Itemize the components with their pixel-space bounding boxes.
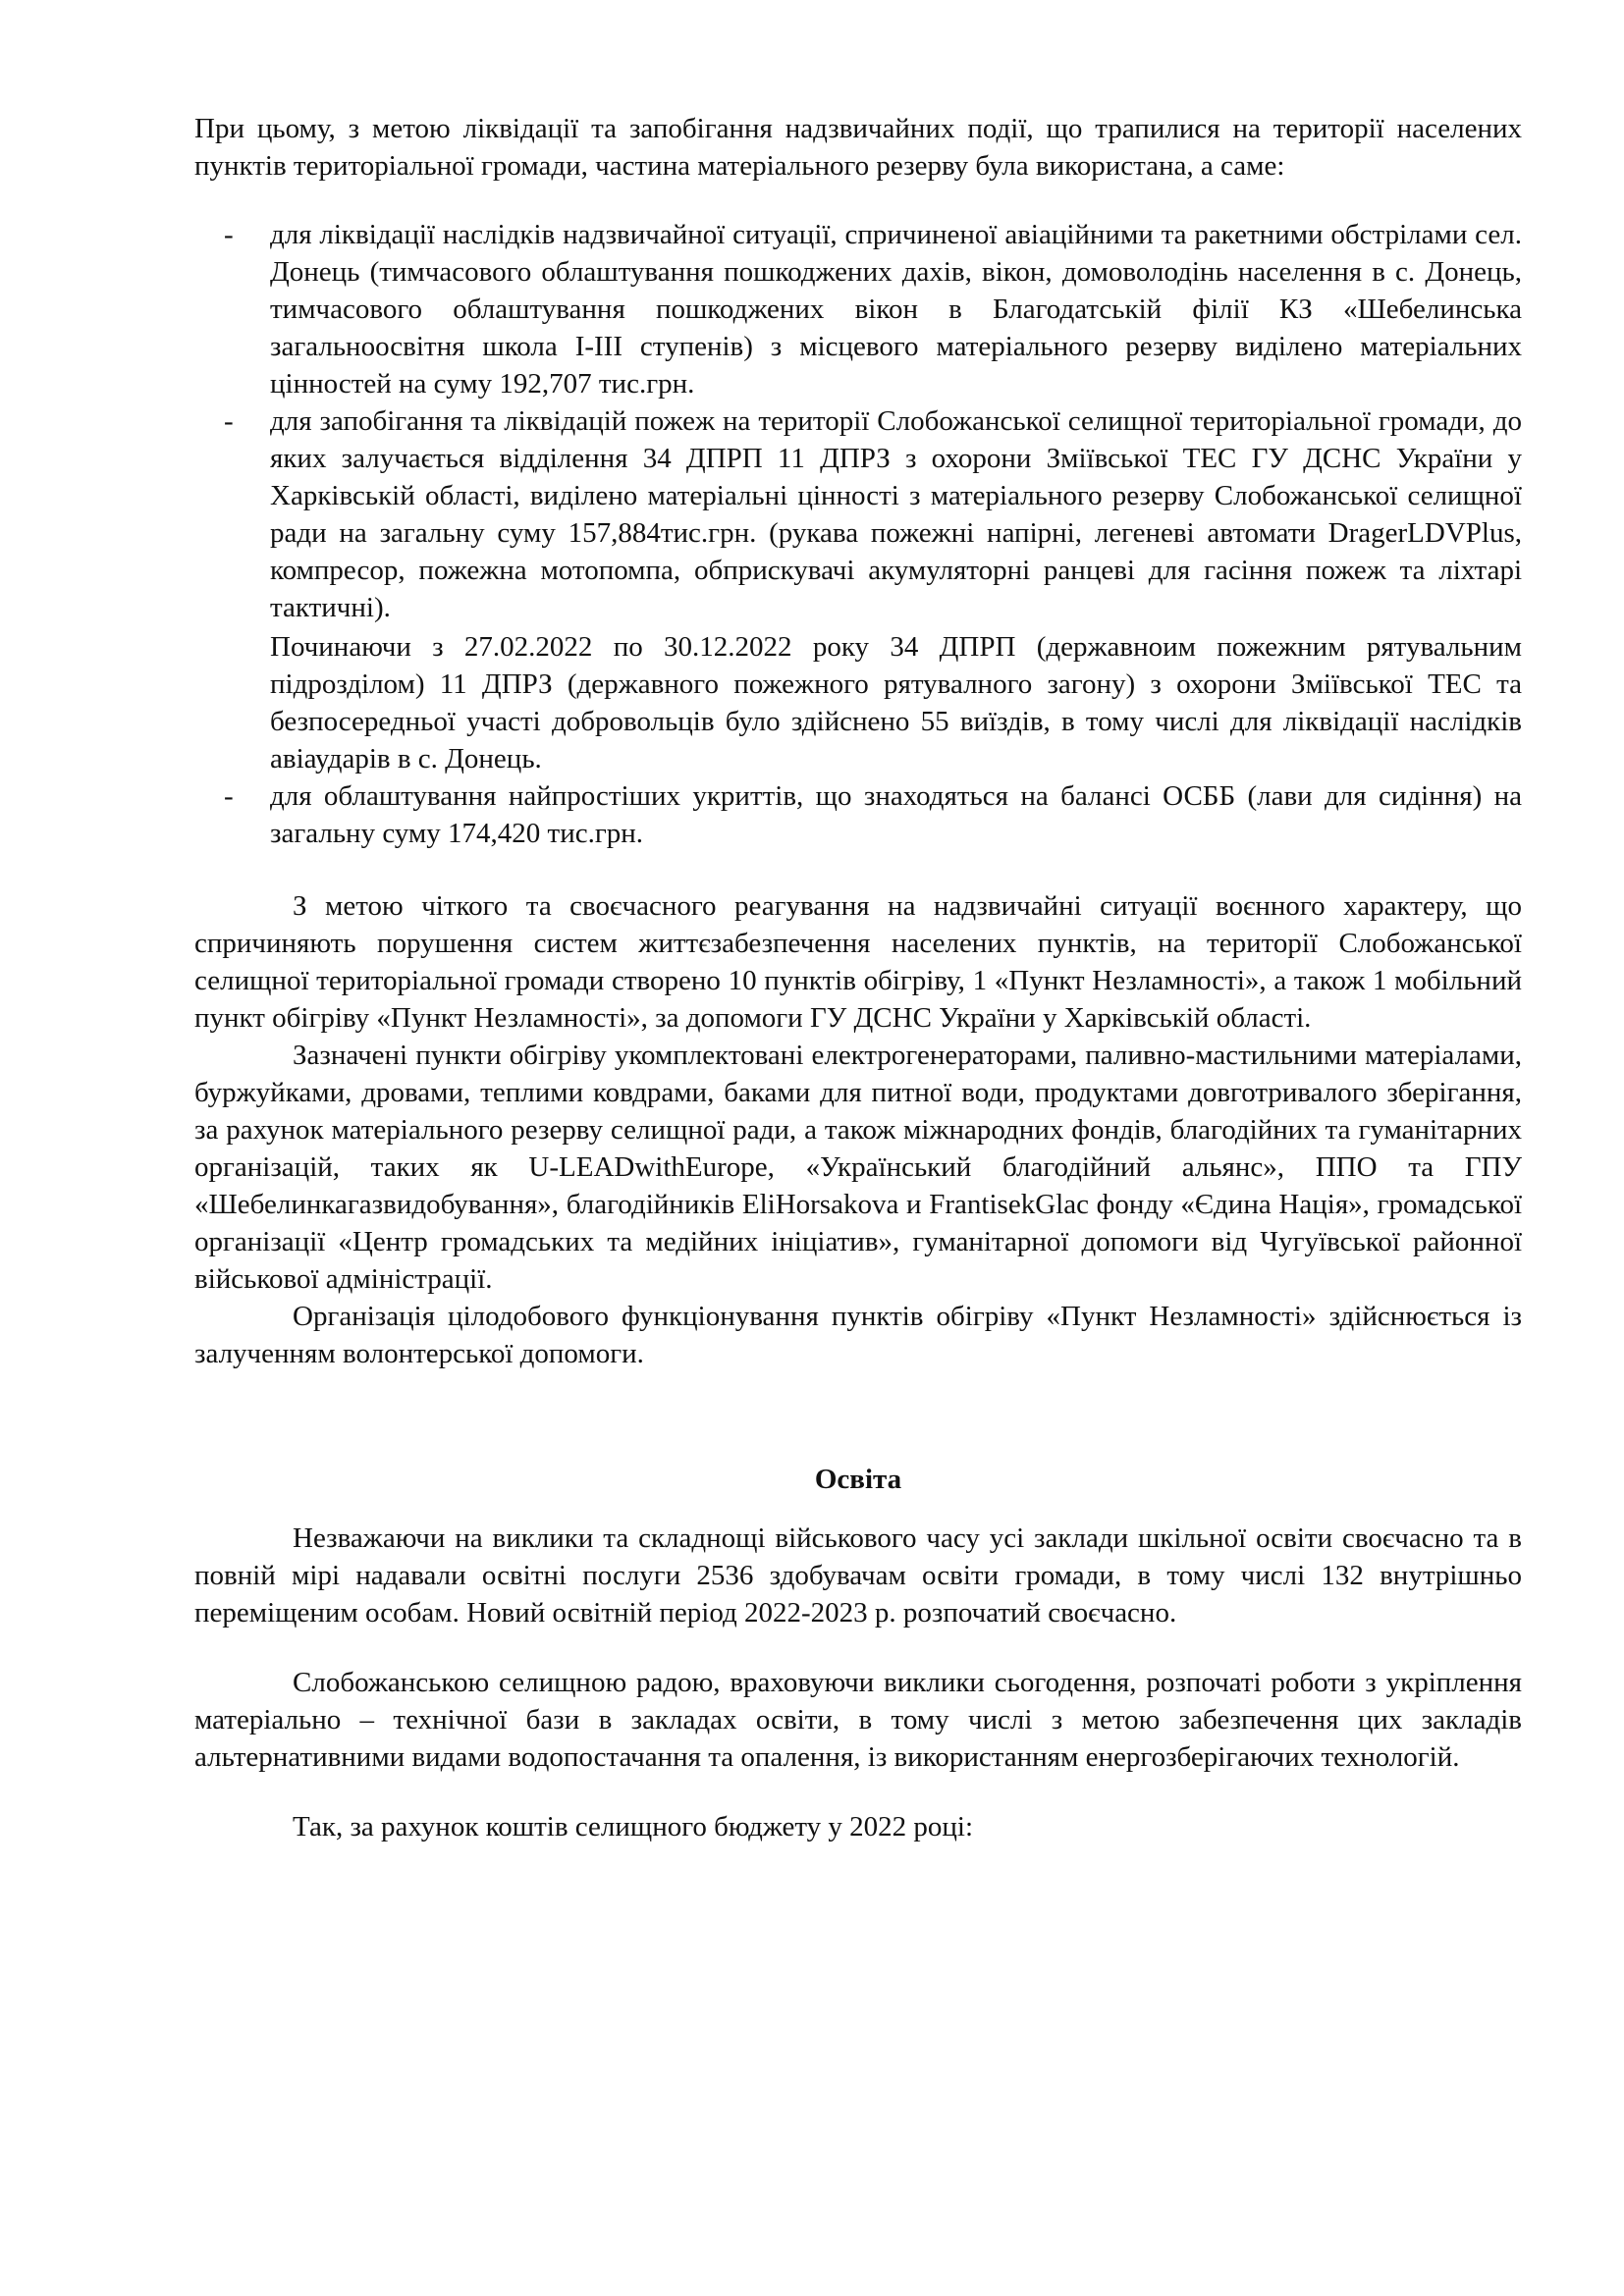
body-paragraph: Незважаючи на виклики та складнощі військового часу усі заклади шкільної освіти своєчасно та в повній мірі надавали освітні послуги 2536 здобувачам освіти громади, в тому числі 132 внутрішньо переміщеним особам. Новий освітній період 2022-2023 р. розпочатий своєчасно. <box>194 1522 1522 1629</box>
list-item <box>194 777 1522 852</box>
bullet-marker: - <box>224 219 234 250</box>
document-page <box>194 110 1522 1845</box>
body-paragraph: Так, за рахунок коштів селищного бюджету у 2022 році: <box>293 1811 974 1842</box>
list-item-text: для облаштування найпростіших укриттів, що знаходяться на балансі ОСББ (лави для сидіння) на загальну суму 174,420 тис.грн. <box>270 780 1522 849</box>
intro-paragraph: При цьому, з метою ліквідації та запобігання надзвичайних події, що трапилися на території населених пунктів територіальної громади, частина матеріального резерву була використана, а саме: <box>194 113 1522 182</box>
list-item <box>194 216 1522 402</box>
bullet-marker: - <box>224 780 234 812</box>
list-item-continuation: Починаючи з 27.02.2022 по 30.12.2022 року 34 ДПРП (державноим пожежним рятувальним підрозділом) 11 ДПРЗ (державного пожежного рятувалного загону) з охорони Зміївської ТЕС та безпосередньої участі добровольців було здійснено 55 виїздів, в тому числі для ліквідації наслідків авіаударів в с. Донець. <box>270 631 1522 774</box>
list-item <box>194 402 1522 777</box>
section-heading: Освіта <box>814 1464 902 1495</box>
list-item-text: для запобігання та ліквідацій пожеж на території Слобожанської селищної територіальної громади, до яких залучається відділення 34 ДПРП 11 ДПРЗ з охорони Зміївської ТЕС ГУ ДСНС України у Харківській області, виділено матеріальні цінності з матеріального резерву Слобожанської селищної ради на загальну суму 157,884тис.грн. (рукава пожежні напірні, легеневі автомати DragerLDVPlus, компресор, пожежна мотопомпа, обприскувачі акумуляторні ранцеві для гасіння пожеж та ліхтарі тактичні). <box>270 405 1522 623</box>
list-item-text: для ліквідації наслідків надзвичайної ситуації, спричиненої авіаційними та ракетними обстрілами сел. Донець (тимчасового облаштування пошкоджених дахів, вікон, домоволодінь населення в с. Донець, тимчасового облаштування пошкоджених вікон в Благодатській філії КЗ «Шебелинська загальноосвітня школа І-ІІІ ступенів) з місцевого матеріального резерву виділено матеріальних цінностей на суму 192,707 тис.грн. <box>270 219 1522 400</box>
body-paragraph: Зазначені пункти обігріву укомплектовані електрогенераторами, паливно-мастильними матеріалами, буржуйками, дровами, теплими ковдрами, баками для питної води, продуктами довготривалого зберігання, за рахунок матеріального резерву селищної ради, а також міжнародних фондів, благодійних та гуманітарних організацій, таких як U-LEADwithEurope, «Український благодійний альянс», ППО та ГПУ «Шебелинкагазвидобування», благодійників EliHorsakova и FrantisekGlac фонду «Єдина Нація», громадської організації «Центр громадських та медійних ініціатив», гуманітарної допомоги від Чугуївської районної військової адміністрації. <box>194 1040 1522 1295</box>
bullet-marker: - <box>224 405 234 437</box>
body-paragraph: Слобожанською селищною радою, враховуючи виклики сьогодення, розпочаті роботи з укріплення матеріально – технічної бази в закладах освіти, в тому числі з метою забезпечення цих закладів альтернативними видами водопостачання та опалення, із використанням енергозберігаючих технологій. <box>194 1667 1522 1773</box>
body-paragraph: З метою чіткого та своєчасного реагування на надзвичайні ситуації воєнного характеру, що спричиняють порушення систем життєзабезпечення населених пунктів, на території Слобожанської селищної територіальної громади створено 10 пунктів обігріву, 1 «Пункт Незламності», а також 1 мобільний пункт обігріву «Пункт Незламності», за допомоги ГУ ДСНС України у Харківській області. <box>194 890 1522 1034</box>
body-paragraph: Організація цілодобового функціонування пунктів обігріву «Пункт Незламності» здійснюється із залученням волонтерської допомоги. <box>194 1301 1522 1369</box>
resource-use-list <box>194 216 1522 852</box>
